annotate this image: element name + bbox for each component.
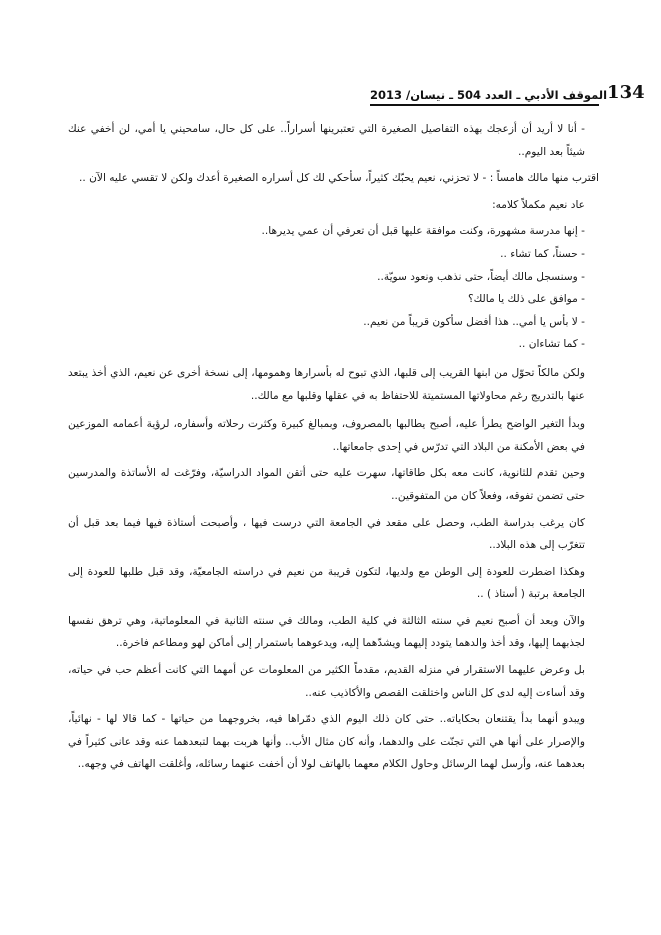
page-header (370, 72, 645, 103)
dialogue-line: - إنها مدرسة مشهورة، وكنت موافقة عليها قبل أن تعرفي أن عمي يديرها.. (261, 225, 585, 238)
page-number: 134 (607, 82, 645, 103)
dialogue-line: - وسنسجل مالك أيضاً، حتى نذهب ونعود سويّة.. (377, 270, 585, 283)
paragraph: والآن وبعد أن أصبح نعيم في سنته الثالثة في كلية الطب، ومالك في سنته الثانية في المعلوماتية، وهي ترهق نفسها لجذبهما إليها، وقد أخذ والدهما يتودد إليهما ويشدّهما إليه، ويدعوهما باستمرار إلى أماكن لهو ومطاعم فاخرة.. (68, 614, 585, 650)
paragraph: - أنا لا أريد أن أزعجك بهذه التفاصيل الصغيرة التي تعتبرينها أسراراً.. على كل حال، سامحيني يا أمي، لن أخفي عنك شيئاً بعد اليوم.. (68, 123, 585, 158)
paragraph: بل وعرض عليهما الاستقرار في منزله القديم، مقدماً الكثير من المعلومات عن أمهما التي كانت أعظم حب في حياته، وقد أساءت إليه لدى كل الناس واختلقت القصص والأكاذيب عنه.. (68, 664, 585, 699)
dialogue-line: - حسناً، كما تشاء .. (500, 247, 585, 260)
header-rule (370, 104, 599, 106)
paragraph: وهكذا اضطرت للعودة إلى الوطن مع ولديها، لتكون قريبة من نعيم في دراسته الجامعيّة، وقد قبل طلبها للعودة إلى الجامعة برتبة ( أستاذ ) .. (68, 565, 585, 601)
article-body (68, 118, 599, 780)
paragraph: عاد نعيم مكملاً كلامه: (492, 198, 585, 211)
dialogue-line: - موافق على ذلك يا مالك؟ (467, 293, 585, 306)
paragraph: ويبدو أنهما بدأ يقتنعان بحكاياته.. حتى كان ذلك اليوم الذي دمّراها فيه، بخروجهما من حياتها - كما قالا لها - نهائياً، والإصرار على أنها هي التي تجنّت على والدهما، وأنه كان مثال الأب.. وأنها هربت بهما لتبعدهما عنه وقد عانى كثيراً في بعدهما عنه، وأرسل لهما الرسائل وحاول الكلام معهما بالهاتف لولا أن أخفت عنهما رسائله، وأغلقت الهاتف في وجهه.. (68, 713, 585, 771)
paragraph: كان يرغب بدراسة الطب، وحصل على مقعد في الجامعة التي درست فيها ، وأصبحت أستاذة فيها فيما بعد قبل أن تتغرّب إلى هذه البلاد.. (68, 516, 585, 552)
dialogue-line: - لا بأس يا أمي.. هذا أفضل سأكون قريباً من نعيم.. (363, 315, 585, 328)
dialogue-line: - كما تشاءان .. (518, 338, 585, 351)
paragraph: وبدأ التغير الواضح يطرأ عليه، أصبح يطالبها بالمصروف، وبمبالغ كبيرة وكثرت رحلاته وأسفاره، لرؤية أعمامه الموزعين في بعض الأمكنة من البلاد التي تدرّس في إحدى جامعاتها.. (68, 418, 585, 453)
paragraph: وحين تقدم للثانوية، كانت معه بكل طاقاتها، سهرت عليه حتى أتقن المواد الدراسيّة، وفرّغت له الأساتذة والمدرسين حتى تضمن تفوقه، وفعلاً كان من المتفوقين.. (68, 467, 585, 502)
paragraph: ولكن مالكاً تحوّل من ابنها القريب إلى قلبها، الذي تبوح له بأسرارها وهمومها، إلى نسخة أخرى عن نعيم، الذي أخذ يبتعد عنها بالتدريج رغم محاولاتها المستميتة للاحتفاظ به في عقلها وقلبها مع مالك.. (68, 366, 585, 402)
paragraph: اقترب منها مالك هامساً : - لا تحزني، نعيم يحبّك كثيراً، سأحكي لك كل أسراره الصغيرة أعدك ولكن لا تقسي عليه الآن .. (79, 172, 599, 185)
running-title: الموقف الأدبي ـ العدد 504 ـ نيسان/ 2013 (370, 88, 608, 102)
